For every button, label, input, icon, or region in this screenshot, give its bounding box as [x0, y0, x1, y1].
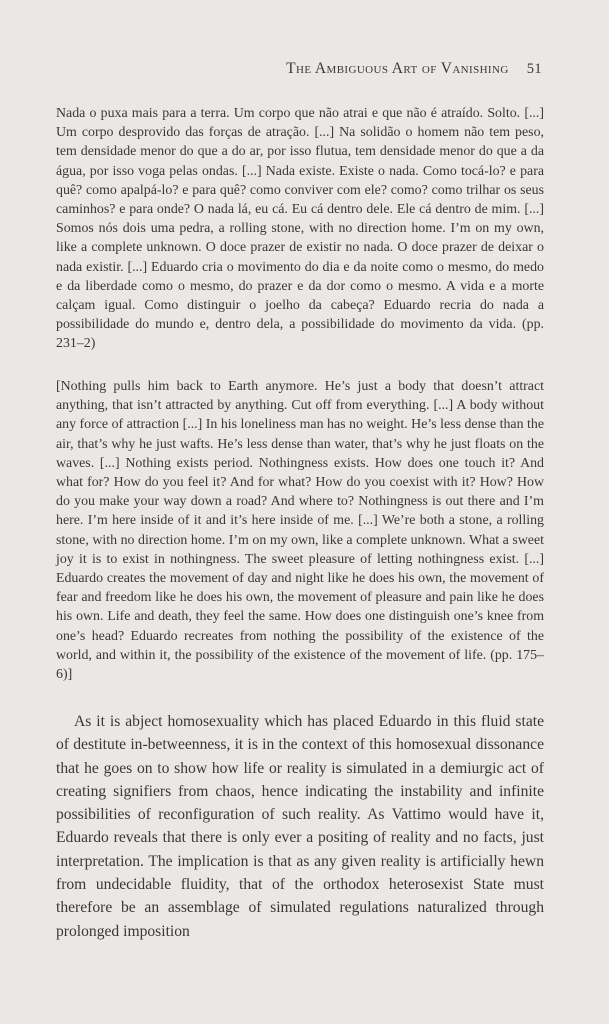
quote-english-text: [Nothing pulls him back to Earth anymore. He’s just a body that doesn’t attract anything, that isn’t attracted by anything. Cut off from everything. [...] A body without any force of attraction [...] In his loneliness man has no weight. He’s less dense than the air, that’s why he just wafts. He’s less dense than water, that’s why he just floats on the waves. [...] Nothing exists period. Nothingness exists. How does one touch it? And what for? How do you feel it? And for what? How do you coexist with it? How? How do you make your way down a road? And where to? Nothingness is out there and I’m here. I’m here inside of it and it’s here inside of me. [...] We’re both a stone, a rolling stone, with no direction home. I’m on my own, like a complete unknown. What a sweet joy it is to exist in nothingness. The sweet pleasure of letting nothingness exist. [...] Eduardo creates the movement of day and night like he does his own, the movement of fear and freedom like he does his own, the movement of pleasure and pain like he does his own. Life and death, they feel the same. How does one distinguish one’s knee from one’s head? Eduardo recreates from nothing the possibility of the existence of the world, and within it, the possibility of the existence of the movement of life. (pp. 175–6)]	[56, 379, 544, 683]
body-paragraph-text: As it is abject homosexuality which has placed Eduardo in this fluid state of destitute in-betweenness, it is in the context of this homosexual dissonance that he goes on to show how life or reality is simulated in a demiurgic act of creating signifiers from chaos, hence indicating the instability and infinite possibilities of reconfiguration of such reality. As Vattimo would have it, Eduardo reveals that there is only ever a positing of reality and no facts, just interpretation. The implication is that as any given reality is artificially hewn from undecidable fluidity, that of the orthodox heterosexist State must therefore be an assemblage of simulated regulations naturalized through prolonged imposition	[56, 713, 544, 940]
running-head-title: The Ambiguous Art of Vanishing	[286, 60, 509, 77]
page-number: 51	[526, 61, 542, 77]
running-head	[56, 60, 542, 78]
block-quote-english	[56, 377, 544, 684]
body-paragraph	[56, 710, 544, 943]
block-quote-portuguese	[56, 104, 544, 354]
quote-portuguese-text: Nada o puxa mais para a terra. Um corpo que não atrai e que não é atraído. Solto. [...] Um corpo desprovido das forças de atração. [...] Na solidão o homem não tem peso, tem densidade menor do que a do ar, por isso flutua, tem densidade menor do que a da água, por isso voga pelas ondas. [...] Nada existe. Existe o nada. Como tocá-lo? e para quê? como apalpá-lo? e para quê? como conviver com ele? como? como trilhar os seus caminhos? e para onde? O nada lá, eu cá. Eu cá dentro dele. Ele cá dentro de mim. [...] Somos nós dois uma pedra, a rolling stone, with no direction home. I’m on my own, like a complete unknown. O doce prazer de existir no nada. O doce prazer de deixar o nada existir. [...] Eduardo cria o movimento do dia e da noite como o mesmo, do medo e da liberdade como o mesmo, do prazer e da dor como o mesmo. A vida e a morte calçam igual. Como distinguir o joelho da cabeça? Eduardo recria do nada a possibilidade do mundo e, dentro dela, a possibilidade do movimento da vida. (pp. 231–2)	[56, 106, 544, 352]
